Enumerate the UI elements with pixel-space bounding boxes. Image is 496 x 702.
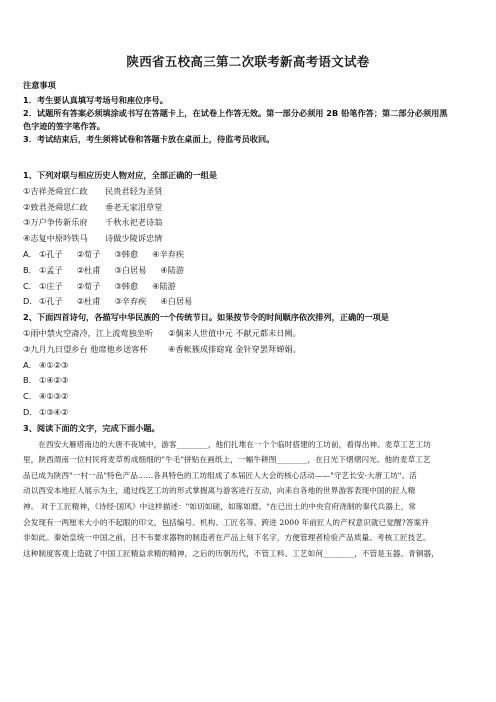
passage-line: 非如此。秦始皇统一中国之前，吕不韦要求器物的制造者在产品上刻下名字，方便管理者检验产品质量、考核工匠技艺。	[23, 533, 431, 543]
option-label: A．	[23, 359, 37, 370]
option-item: ②荀子	[76, 248, 101, 259]
poem-line: ②偶来人世值中元 不献元都未日阙。	[168, 327, 301, 338]
question-1	[23, 168, 473, 310]
option-item: ②荀子	[76, 280, 101, 291]
option-label: B．	[23, 264, 37, 275]
passage-line: 品已成为陕西"一村一品"特色产品……各具特色的工坊组成了本届匠人大会的核心活动——"守艺长安·大唐工坊"。活	[23, 470, 417, 480]
question-3	[23, 421, 473, 562]
option-item: ①孟子	[39, 264, 63, 275]
question-2	[23, 310, 473, 421]
option-d[interactable]	[23, 294, 473, 310]
option-label: A．	[23, 248, 37, 259]
option-item: ②杜甫	[76, 264, 101, 275]
couplet-row	[23, 200, 473, 216]
option-label: C．	[23, 280, 37, 291]
option-item: ①庄子	[39, 280, 63, 291]
couplet-second: 垂老无家泪草堂	[105, 201, 163, 212]
couplet-first: ②致君尧舜思仁政	[23, 201, 88, 212]
option-item: ④辛弃疾	[152, 248, 185, 259]
poem-row	[23, 326, 473, 342]
option-label: D．	[23, 296, 38, 307]
option-item: ④陆游	[152, 280, 176, 291]
question-stem: 1、下列对联与相应历史人物对应，全部正确的一组是	[23, 170, 218, 180]
passage-line: 在西安大雁塔南边的大唐不夜城中，游客________，他们扎堆在一个个临时搭建的工坊前，看得出神。麦草工艺工坊	[38, 439, 431, 449]
poem-row	[23, 342, 473, 358]
option-item: ③韩愈	[114, 248, 139, 259]
option-text: ④①③②	[39, 391, 69, 402]
page-title: 陕西省五校高三第二次联考新高考语文试卷	[126, 54, 370, 69]
option-item: ①孔子	[39, 248, 63, 259]
option-text: ④①②③	[39, 359, 69, 370]
option-label: C．	[23, 391, 37, 402]
option-item: ③韩愈	[114, 280, 139, 291]
option-c[interactable]	[23, 279, 473, 295]
couplet-second: 民贵君轻为圣贤	[105, 185, 163, 196]
poem-line: ④香帐簇成排窈窕 金针穿罢拜婵娟。	[168, 343, 301, 354]
passage-line: 会发现有一两厘米大小的不起眼的印文，包括编号、机构、工匠名等。跨进 2000 年前匠人的产权意识就已觉醒?答案并	[23, 517, 429, 527]
option-item: ③白居易	[114, 264, 147, 275]
passage-line: 里，陕西渭南一位村民将麦草剪成细细的"牛毛"拼贴在画纸上，一幅牛耕图________，在日光下熠熠闪光。他的麦草工艺	[23, 455, 431, 465]
couplet-first: ①吉祥尧舜宣仁政	[23, 185, 88, 196]
option-item: ④陆游	[160, 264, 185, 275]
option-label: B．	[23, 375, 37, 386]
option-b[interactable]	[23, 263, 473, 279]
option-a[interactable]	[23, 247, 473, 263]
option-item: ④白居易	[160, 296, 193, 307]
option-item: ①孔子	[39, 296, 63, 307]
question-stem: 2、下面四首诗句，各描写中华民族的一个传统节日。如果按节令的时间顺序依次排列，正确的一项是	[23, 312, 389, 323]
couplet-first: ③万户争传新乐府	[23, 217, 88, 228]
notice-item: 1．考生要认真填写考场号和座位序号。	[23, 95, 168, 105]
notice-section	[23, 80, 473, 146]
notice-item: 2．试题所有答案必须填涂或书写在答题卡上，在试卷上作答无效。第一部分必须用 2B 铅笔作答；第二部分必须用黑	[23, 108, 448, 118]
couplet-second: 诗做少陵诉忠情	[105, 233, 163, 244]
couplet-first: ④志复中原吟铁马	[23, 233, 88, 244]
passage-line: 这种制度客观上造就了中国工匠精益求精的精神，之后的历朝历代，不管工料、工艺如何________，不管是玉器、青铜器，	[23, 548, 439, 558]
notice-heading: 注意事项	[23, 80, 56, 90]
option-b[interactable]	[23, 373, 473, 389]
couplet-row	[23, 215, 473, 231]
notice-item: 3．考试结束后，考生须将试卷和答题卡放在桌面上，待监考员收回。	[23, 134, 275, 144]
notice-item: 色字迹的签字笔作答。	[23, 121, 105, 131]
poem-line: ①雨中禁火空斋冷，江上流莺独坐听	[23, 327, 154, 338]
option-text: ①③④②	[39, 406, 69, 417]
option-d[interactable]	[23, 405, 473, 421]
option-item: ②杜甫	[76, 296, 101, 307]
option-c[interactable]	[23, 389, 473, 405]
passage-line: 神。 对于工匠精神，《诗经·国风》中这样描述："如切如磋，如琢如磨。"在已出土的中央官府浇制的秦代兵器上，常	[23, 501, 417, 511]
couplet-second: 千秋永祀老诗翁	[105, 217, 163, 228]
option-label: D．	[23, 406, 38, 417]
option-item: ③辛弃疾	[114, 296, 147, 307]
option-text: ①④②③	[39, 375, 69, 386]
couplet-row	[23, 184, 473, 200]
option-a[interactable]	[23, 358, 473, 374]
couplet-row	[23, 231, 473, 247]
question-stem: 3、阅读下面的文字，完成下面小题。	[23, 422, 160, 433]
passage-line: 动以西安本地匠人展示为主，通过线艺工坊的形式掌握离与游客进行互动，向来自各地的世界游客表现中国的匠人精	[23, 486, 416, 496]
poem-line: ③九月九日望乡台 他席他乡送客杯	[23, 343, 148, 354]
